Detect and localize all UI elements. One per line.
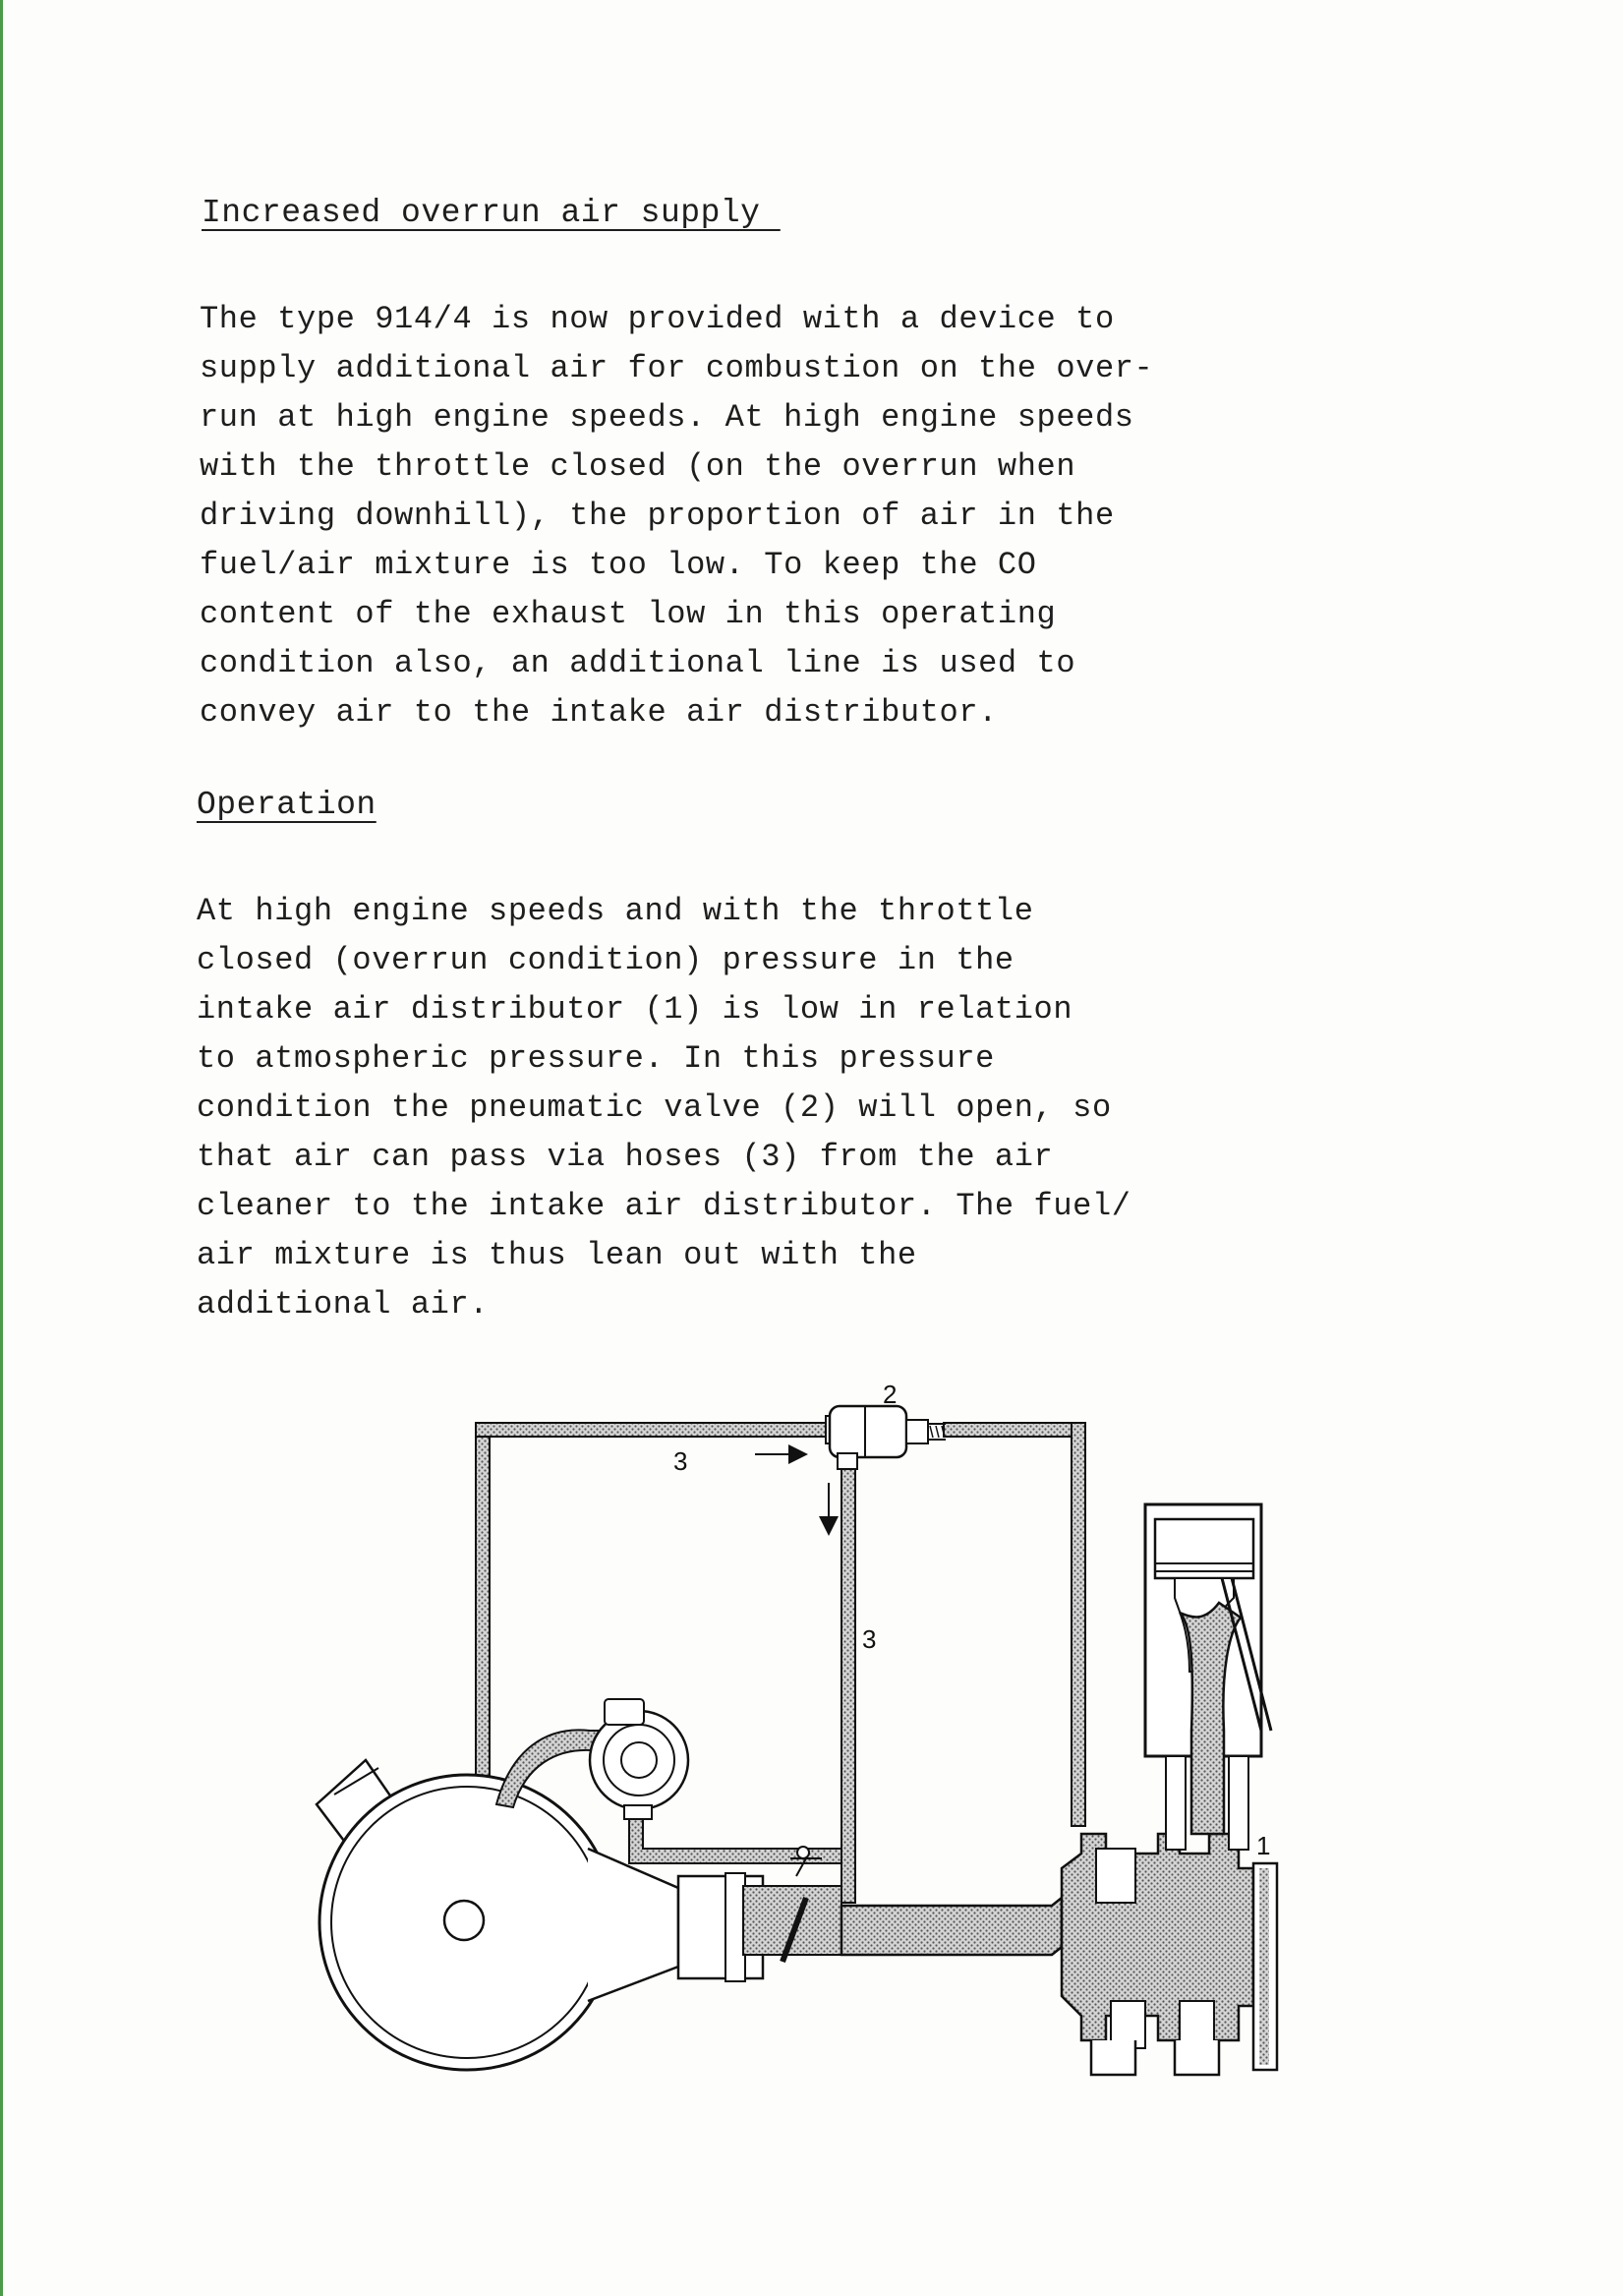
intake-pipe xyxy=(841,1898,1062,1955)
label-hose-3-top: 3 xyxy=(673,1446,688,1476)
hose-vertical xyxy=(841,1465,855,1903)
paragraph-operation xyxy=(197,887,1131,1329)
text-line: condition also, an additional line is used to xyxy=(200,645,1076,681)
section-heading-overrun-air: Increased overrun air supply xyxy=(202,195,781,231)
overrun-air-diagram xyxy=(295,1372,1327,2139)
text-line: closed (overrun condition) pressure in the xyxy=(197,942,1014,978)
cylinder-head xyxy=(1145,1504,1271,1850)
page-edge xyxy=(0,0,3,2296)
text-line: content of the exhaust low in this operating xyxy=(200,596,1057,632)
text-line: The type 914/4 is now provided with a device to xyxy=(200,301,1115,337)
text-line: supply additional air for combustion on the over- xyxy=(200,350,1154,386)
hose-idle-return xyxy=(629,1809,841,1863)
text-line: driving downhill), the proportion of air in the xyxy=(200,498,1115,534)
text-line: convey air to the intake air distributor. xyxy=(200,694,998,731)
hose-top-right xyxy=(944,1423,1085,1826)
throttle-body xyxy=(678,1847,841,1981)
text-line: to atmospheric pressure. In this pressure xyxy=(197,1040,995,1077)
text-line: intake air distributor (1) is low in relation xyxy=(197,991,1073,1028)
pneumatic-valve xyxy=(826,1406,946,1469)
text-line: fuel/air mixture is too low. To keep the CO xyxy=(200,547,1037,583)
text-line: condition the pneumatic valve (2) will open, so xyxy=(197,1089,1112,1126)
section-heading-operation: Operation xyxy=(197,787,377,823)
label-distributor-1: 1 xyxy=(1256,1831,1271,1860)
text-line: At high engine speeds and with the throttle xyxy=(197,893,1034,929)
text-line: with the throttle closed (on the overrun when xyxy=(200,448,1076,485)
label-valve-2: 2 xyxy=(883,1380,898,1409)
text-line: cleaner to the intake air distributor. The fuel/ xyxy=(197,1188,1131,1224)
text-line: run at high engine speeds. At high engine speeds xyxy=(200,399,1134,436)
paragraph-intro xyxy=(200,295,1153,737)
text-line: that air can pass via hoses (3) from the air xyxy=(197,1139,1054,1175)
text-line: additional air. xyxy=(197,1286,490,1323)
label-hose-3-vertical: 3 xyxy=(862,1624,877,1654)
intake-air-distributor xyxy=(1062,1834,1277,2075)
text-line: air mixture is thus lean out with the xyxy=(197,1237,917,1273)
